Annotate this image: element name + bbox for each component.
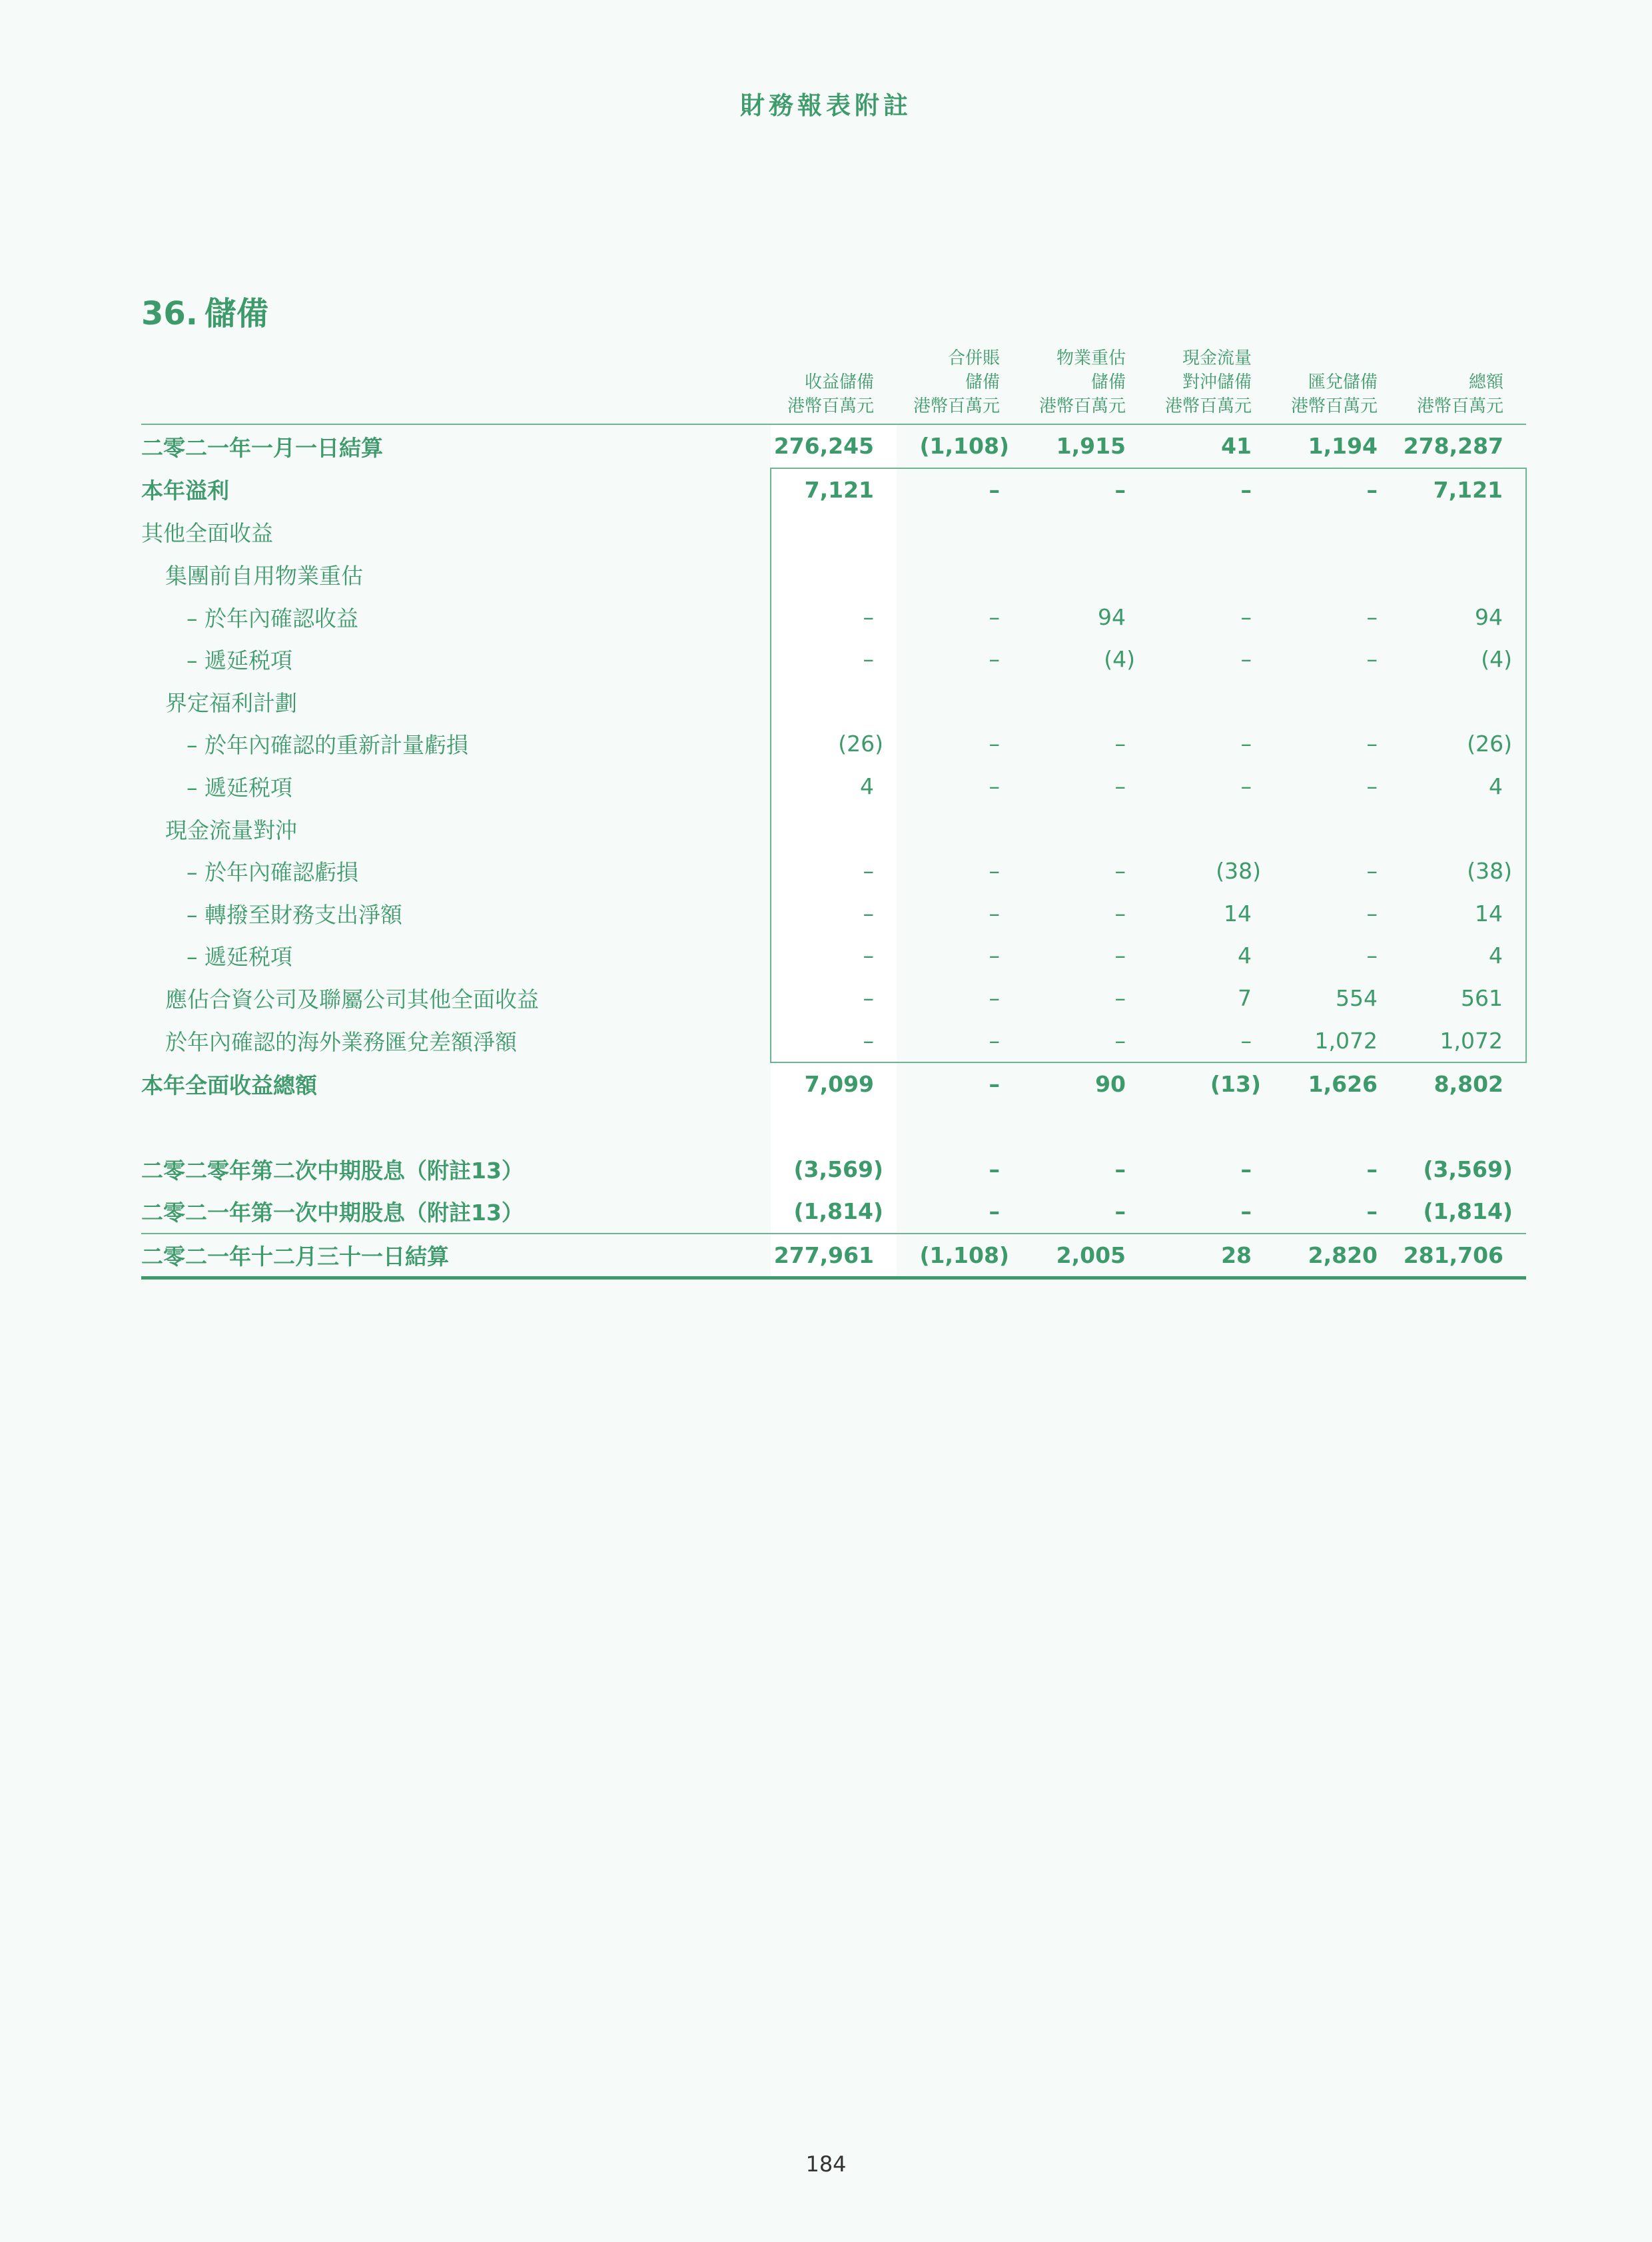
table-cell: 94 xyxy=(1098,603,1126,630)
table-cell: – xyxy=(1274,468,1400,512)
row-label: 於年內確認的海外業務匯兌差額淨額 xyxy=(165,1029,517,1056)
table-cell: – xyxy=(989,731,1000,757)
table-cell: 1,626 xyxy=(1308,1071,1378,1098)
table-cell xyxy=(1400,511,1526,554)
table-row xyxy=(141,1190,1526,1234)
table-cell: 7,121 xyxy=(771,468,897,512)
table-cell: (13) xyxy=(1210,1071,1261,1098)
header-label-cell xyxy=(141,346,771,424)
table-row xyxy=(141,765,1526,808)
table-cell: 4 xyxy=(1400,934,1526,977)
table-cell xyxy=(897,807,1023,850)
table-cell: – xyxy=(771,893,897,935)
running-header: 財務報表附註 xyxy=(740,91,912,120)
table-cell: – xyxy=(989,646,1000,673)
table-cell: (38) xyxy=(1400,850,1526,893)
row-label: 本年溢利 xyxy=(141,478,229,504)
table-cell: 281,706 xyxy=(1400,1234,1526,1278)
table-row xyxy=(141,723,1526,765)
table-cell: – xyxy=(1114,1198,1126,1225)
table-cell: (26) xyxy=(1400,723,1526,765)
page-number: 184 xyxy=(805,2151,847,2177)
row-label: 現金流量對沖 xyxy=(165,817,297,843)
table-cell: 4 xyxy=(771,765,897,808)
table-cell xyxy=(1274,554,1400,596)
table-cell xyxy=(1274,681,1400,723)
table-cell: – xyxy=(989,603,1000,630)
table-cell: – xyxy=(1114,942,1126,969)
table-cell: 28 xyxy=(1148,1234,1274,1278)
table-cell: – xyxy=(1366,646,1378,673)
table-cell: – xyxy=(1023,468,1148,512)
spacer-row xyxy=(141,1106,1526,1148)
table-cell: 4 xyxy=(1400,765,1526,808)
header-exchange-reserve: 匯兌儲備 港幣百萬元 xyxy=(1290,372,1378,416)
table-cell: – xyxy=(989,773,1000,800)
table-cell: 90 xyxy=(1095,1071,1126,1098)
table-cell: – xyxy=(771,638,897,681)
table-row xyxy=(141,554,1526,596)
table-cell: – xyxy=(1240,1198,1252,1225)
table-cell xyxy=(897,554,1023,596)
table-cell xyxy=(1023,511,1148,554)
table-cell: – xyxy=(1366,942,1378,969)
section-title xyxy=(141,288,268,334)
table-cell: – xyxy=(1148,468,1274,512)
table-row xyxy=(141,681,1526,723)
row-label: 二零二零年第二次中期股息（附註13） xyxy=(141,1157,524,1184)
table-row xyxy=(141,468,1526,512)
table-cell: 41 xyxy=(1221,433,1252,460)
table-cell: 554 xyxy=(1336,985,1378,1012)
table-cell: – xyxy=(1114,1156,1126,1182)
table-cell xyxy=(1148,554,1274,596)
table-cell: – xyxy=(771,934,897,977)
row-label: – 遞延税項 xyxy=(187,775,292,801)
table-cell: – xyxy=(771,977,897,1020)
table-cell: – xyxy=(1023,1019,1148,1062)
table-cell: (38) xyxy=(1216,858,1261,885)
table-cell xyxy=(1023,807,1148,850)
row-label: – 於年內確認虧損 xyxy=(187,859,358,886)
table-row xyxy=(141,934,1526,977)
row-label: 應佔合資公司及聯屬公司其他全面收益 xyxy=(165,986,539,1013)
table-cell: – xyxy=(989,858,1000,885)
table-cell: – xyxy=(1114,985,1126,1012)
table-row xyxy=(141,893,1526,935)
table-header-row xyxy=(141,346,1526,424)
table-cell xyxy=(1148,681,1274,723)
table-cell: – xyxy=(1240,603,1252,630)
table-cell: 7,121 xyxy=(1400,468,1526,512)
table-cell xyxy=(897,511,1023,554)
table-cell xyxy=(771,681,897,723)
section-number: 36. xyxy=(141,295,199,332)
table-cell: – xyxy=(1114,773,1126,800)
table-cell: – xyxy=(1366,900,1378,927)
table-body xyxy=(141,424,1526,1278)
row-label: – 於年內確認的重新計量虧損 xyxy=(187,732,468,759)
table-cell xyxy=(1400,554,1526,596)
table-cell: – xyxy=(771,595,897,638)
table-cell xyxy=(1023,554,1148,596)
table-cell: – xyxy=(989,900,1000,927)
table-cell: – xyxy=(989,1156,1000,1182)
table-row xyxy=(141,638,1526,681)
row-label: 集團前自用物業重估 xyxy=(165,563,363,589)
table-cell xyxy=(771,554,897,596)
row-label: 其他全面收益 xyxy=(141,520,273,547)
table-cell: – xyxy=(1114,731,1126,757)
table-row xyxy=(141,595,1526,638)
table-cell xyxy=(897,681,1023,723)
table-cell: – xyxy=(1240,773,1252,800)
table-cell: – xyxy=(1366,1198,1378,1225)
table-cell xyxy=(1023,681,1148,723)
row-label: 二零二一年十二月三十一日結算 xyxy=(141,1234,771,1278)
table-cell: (3,569) xyxy=(771,1148,897,1191)
table-cell: – xyxy=(1114,900,1126,927)
table-row xyxy=(141,1234,1526,1278)
table-cell: 8,802 xyxy=(1434,1071,1503,1098)
row-label: – 遞延税項 xyxy=(187,647,292,674)
table-cell: – xyxy=(1366,1156,1378,1182)
table-row xyxy=(141,977,1526,1020)
table-cell: – xyxy=(1114,858,1126,885)
table-cell: – xyxy=(989,985,1000,1012)
table-cell: (4) xyxy=(1400,638,1526,681)
table-cell: – xyxy=(1366,731,1378,757)
table-row xyxy=(141,511,1526,554)
table-cell xyxy=(1400,681,1526,723)
table-cell: – xyxy=(1240,731,1252,757)
reserves-table-container xyxy=(141,346,1527,1280)
table-row xyxy=(141,424,1526,468)
table-cell: 561 xyxy=(1400,977,1526,1020)
table-cell xyxy=(1274,807,1400,850)
table-cell: – xyxy=(1148,1019,1274,1062)
row-label: – 於年內確認收益 xyxy=(187,605,358,631)
table-cell xyxy=(1148,511,1274,554)
table-cell: (1,108) xyxy=(897,1234,1023,1278)
table-row xyxy=(141,1062,1526,1106)
header-retained-earnings: 收益儲備 港幣百萬元 xyxy=(787,372,874,416)
table-cell: – xyxy=(771,1019,897,1062)
header-revaluation-reserve: 物業重估 儲備 港幣百萬元 xyxy=(1038,348,1126,416)
table-cell: 1,072 xyxy=(1400,1019,1526,1062)
table-cell: – xyxy=(1366,858,1378,885)
table-cell: (1,814) xyxy=(771,1190,897,1234)
table-cell: 2,820 xyxy=(1274,1234,1400,1278)
table-cell: (1,814) xyxy=(1423,1198,1513,1225)
table-cell: – xyxy=(989,942,1000,969)
row-label: 二零二一年一月一日結算 xyxy=(141,434,383,461)
header-hedge-reserve: 現金流量 對沖儲備 港幣百萬元 xyxy=(1164,348,1252,416)
table-cell: (1,108) xyxy=(919,433,1009,460)
table-row xyxy=(141,850,1526,893)
table-cell: 7 xyxy=(1238,985,1252,1012)
table-row xyxy=(141,1019,1526,1062)
table-cell: – xyxy=(1240,1156,1252,1182)
table-cell: 278,287 xyxy=(1403,433,1503,460)
row-label: – 轉撥至財務支出淨額 xyxy=(187,901,402,928)
table-cell: 277,961 xyxy=(771,1234,897,1278)
section-heading: 儲備 xyxy=(205,295,269,332)
table-cell xyxy=(1274,511,1400,554)
table-cell: 14 xyxy=(1224,900,1252,927)
table-cell: 94 xyxy=(1400,595,1526,638)
table-cell: – xyxy=(989,1198,1000,1225)
table-cell: – xyxy=(897,468,1023,512)
table-cell xyxy=(771,807,897,850)
reserves-table xyxy=(141,346,1527,1280)
row-label: 二零二一年第一次中期股息（附註13） xyxy=(141,1200,524,1226)
table-cell: – xyxy=(1240,646,1252,673)
table-row xyxy=(141,1148,1526,1191)
table-cell: (4) xyxy=(1104,646,1135,673)
table-cell: 14 xyxy=(1400,893,1526,935)
table-cell: – xyxy=(1366,603,1378,630)
table-cell xyxy=(1400,807,1526,850)
table-cell: 1,072 xyxy=(1274,1019,1400,1062)
table-cell: 4 xyxy=(1238,942,1252,969)
table-cell: 276,245 xyxy=(771,424,897,468)
table-cell: (3,569) xyxy=(1423,1156,1513,1182)
table-cell: – xyxy=(897,1019,1023,1062)
table-cell: – xyxy=(989,1071,1000,1098)
table-cell: 1,194 xyxy=(1308,433,1378,460)
table-cell: 2,005 xyxy=(1023,1234,1148,1278)
row-label: – 遞延税項 xyxy=(187,944,292,970)
header-total: 總額 港幣百萬元 xyxy=(1416,372,1503,416)
row-label: 本年全面收益總額 xyxy=(141,1072,317,1098)
table-cell: (26) xyxy=(771,723,897,765)
table-cell: 1,915 xyxy=(1056,433,1126,460)
table-row xyxy=(141,807,1526,850)
table-cell: – xyxy=(1366,773,1378,800)
table-cell: 7,099 xyxy=(771,1062,897,1106)
table-cell xyxy=(771,511,897,554)
row-label: 界定福利計劃 xyxy=(165,689,297,716)
table-cell: – xyxy=(771,850,897,893)
header-merger-reserve: 合併賬 儲備 港幣百萬元 xyxy=(913,348,1000,416)
table-cell xyxy=(1148,807,1274,850)
